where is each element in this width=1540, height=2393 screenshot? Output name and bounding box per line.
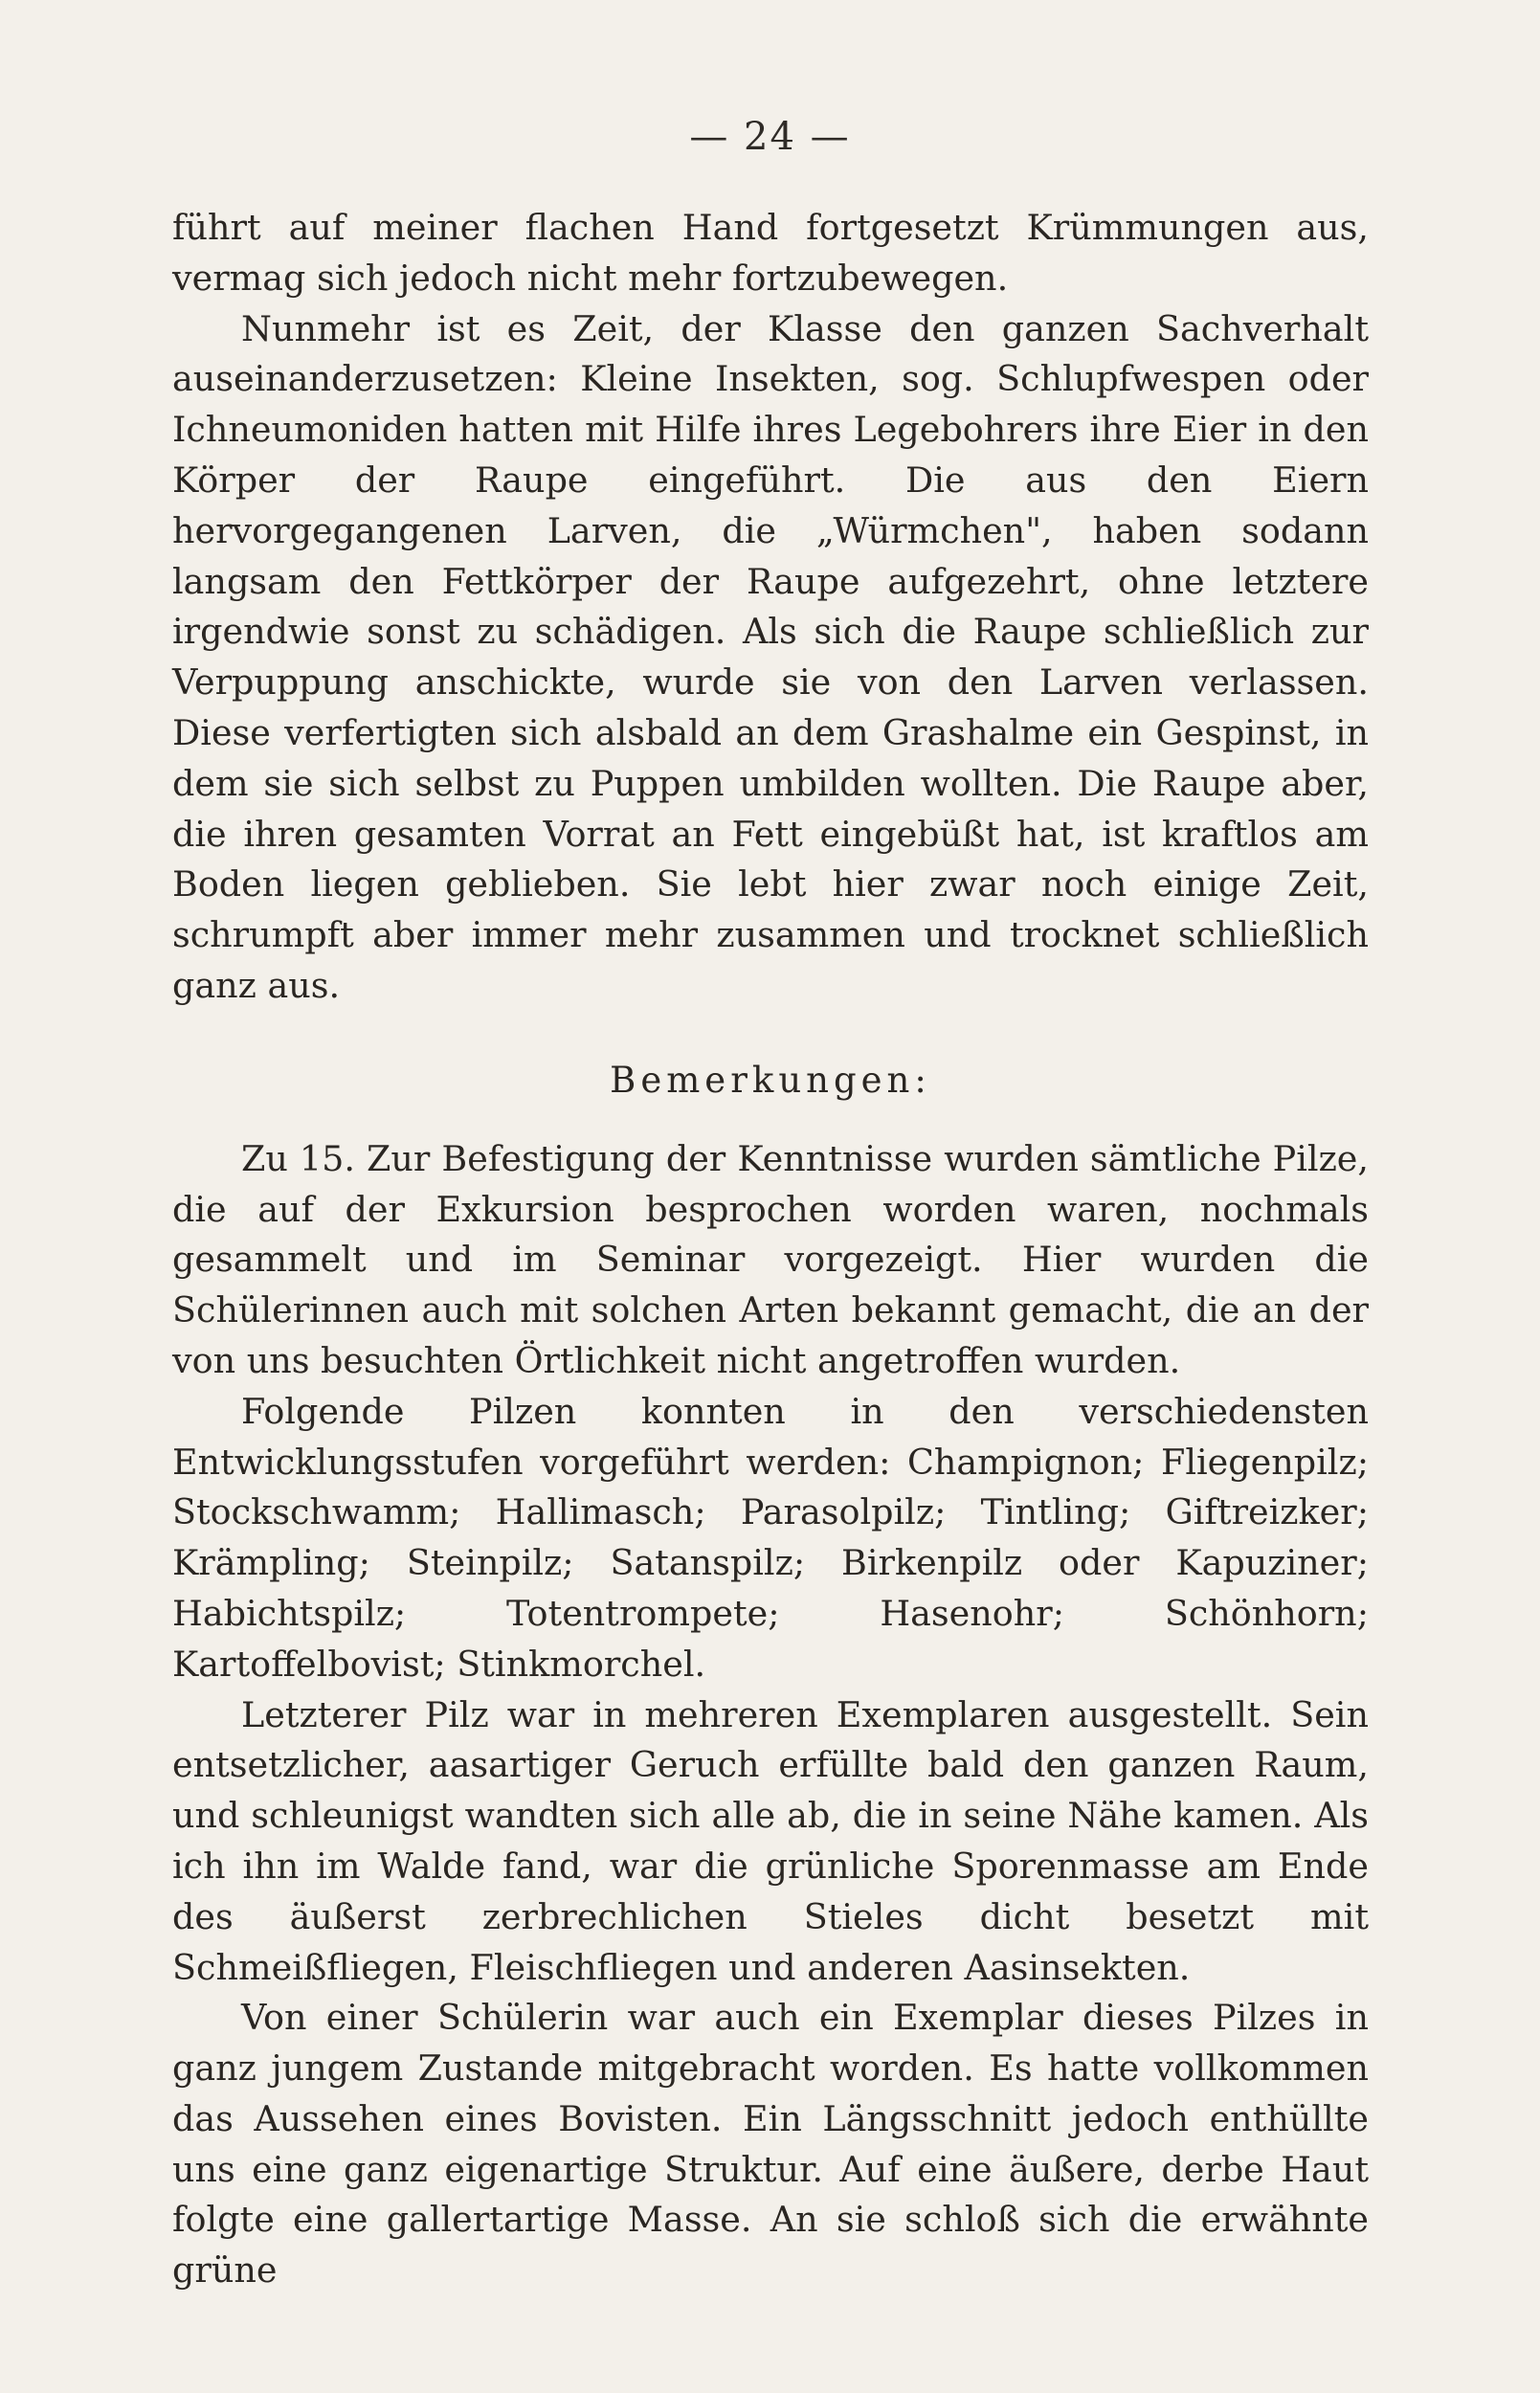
remark-paragraph-1: Zu 15. Zur Befestigung der Kenntnisse wurden sämtliche Pilze, die auf der Exkursion besprochen worden waren, nochmals gesammelt und im Seminar vorgezeigt. Hier wurden die Schülerinnen auch mit solchen Arten bekannt gemacht, die an der von uns besuchten Örtlichkeit nicht angetroffen wurden. [172,1137,1369,1381]
page-number: — 24 — [689,115,851,159]
text-column [172,203,1369,2296]
remark-paragraph-2: Folgende Pilzen konnten in den verschiedensten Entwicklungsstufen vorgeführt werden: Champignon; Fliegenpilz; Stockschwamm; Hallimasch; Parasolpilz; Tintling; Giftreizker; Krämpling; Steinpilz; Satanspilz; Birkenpilz oder Kapuziner; Habichtspilz; Totentrompete; Hasenohr; Schönhorn; Kartoffelbovist; Stinkmorchel. [172,1390,1369,1685]
remark-paragraph-3: Letzterer Pilz war in mehreren Exemplaren ausgestellt. Sein entsetzlicher, aasartiger Geruch erfüllte bald den ganzen Raum, und schleunigst wandten sich alle ab, die in seine Nähe kamen. Als ich ihn im Walde fand, war die grünliche Sporenmasse am Ende des äußerst zerbrechlichen Stieles dicht besetzt mit Schmeißfliegen, Fleischfliegen und anderen Aasinsekten. [172,1693,1369,1988]
paragraph-explanation: Nunmehr ist es Zeit, der Klasse den ganzen Sachverhalt auseinanderzusetzen: Kleine Insekten, sog. Schlupfwespen oder Ichneumoniden hatten mit Hilfe ihres Legebohrers ihre Eier in den Körper der Raupe eingeführt. Die aus den Eiern hervorgegangenen Larven, die „Würmchen", haben sodann langsam den Fettkörper der Raupe aufgezehrt, ohne letztere irgendwie sonst zu schädigen. Als sich die Raupe schließlich zur Verpuppung anschickte, wurde sie von den Larven verlassen. Diese verfertigten sich alsbald an dem Grashalme ein Gespinst, in dem sie sich selbst zu Puppen umbilden wollten. Die Raupe aber, die ihren gesamten Vorrat an Fett eingebüßt hat, ist kraftlos am Boden liegen geblieben. Sie lebt hier zwar noch einige Zeit, schrumpft aber immer mehr zusammen und trocknet schließlich ganz aus. [172,307,1369,1006]
remark-paragraph-4: Von einer Schülerin war auch ein Exemplar dieses Pilzes in ganz jungem Zustande mitgebracht worden. Es hatte vollkommen das Aussehen eines Bovisten. Ein Längsschnitt jedoch enthüllte uns eine ganz eigenartige Struktur. Auf eine äußere, derbe Haut folgte eine gallertartige Masse. An sie schloß sich die erwähnte grüne [172,1997,1369,2292]
section-heading: Bemerkungen: [610,1059,931,1101]
paragraph-continuation: führt auf meiner flachen Hand fortgesetzt Krümmungen aus, vermag sich jedoch nicht mehr fortzubewegen. [172,207,1369,299]
